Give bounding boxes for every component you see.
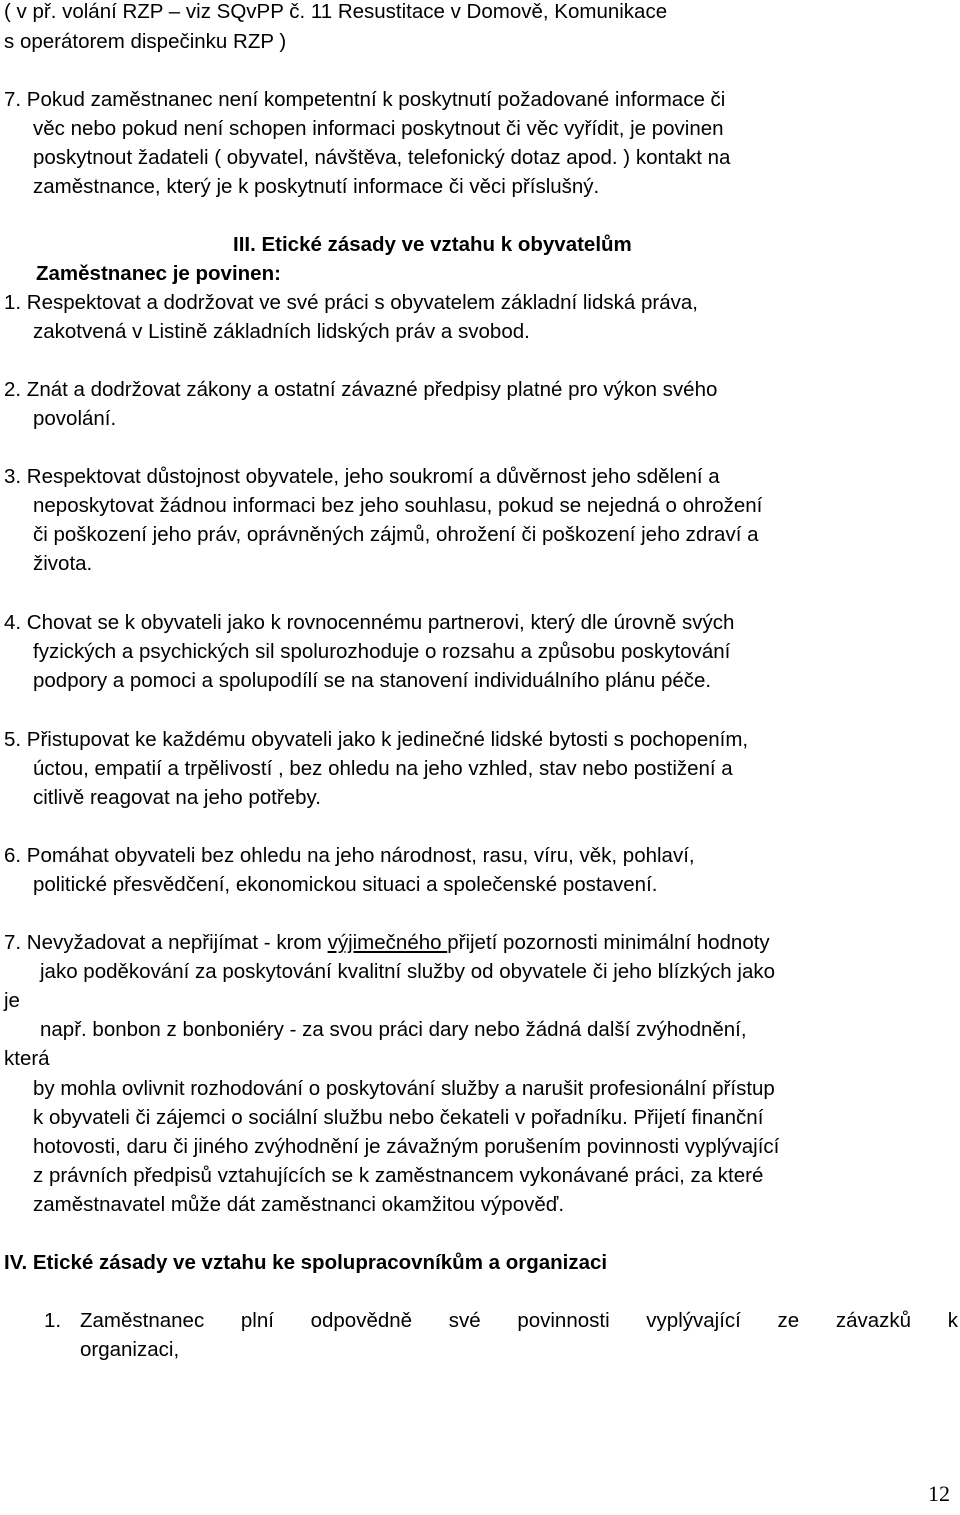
s3-item7-text-a: 7. Nevyžadovat a nepřijímat - krom: [4, 931, 328, 954]
section-3-heading: III. Etické zásady ve vztahu k obyvatelům: [233, 233, 632, 256]
s3-item3-line-1: 3. Respektovat důstojnost obyvatele, jeho soukromí a důvěrnost jeho sdělení a: [4, 465, 720, 488]
intro-line-2: s operátorem dispečinku RZP ): [4, 30, 287, 53]
s4-item1-line-1: Zaměstnanec plní odpovědně své povinnosti vyplývající ze závazků k: [80, 1309, 958, 1332]
s3-item7-line-5: která: [4, 1047, 50, 1070]
intro-line-1: ( v př. volání RZP – viz SQvPP č. 11 Resustitace v Domově, Komunikace: [4, 0, 668, 23]
s3-item3-line-3: či poškození jeho práv, oprávněných zájmů, ohrožení či poškození jeho zdraví a: [33, 523, 759, 546]
s3-item7-line-3: je: [4, 989, 20, 1012]
s3-item4-line-1: 4. Chovat se k obyvateli jako k rovnocennému partnerovi, který dle úrovně svých: [4, 611, 735, 634]
prev-item7-line-2: věc nebo pokud není schopen informaci poskytnout či věc vyřídit, je povinen: [33, 117, 724, 140]
s3-item4-line-3: podpory a pomoci a spolupodílí se na stanovení individuálního plánu péče.: [33, 669, 712, 692]
s3-item5-line-1: 5. Přistupovat ke každému obyvateli jako k jedinečné lidské bytosti s pochopením,: [4, 728, 749, 751]
s3-item3-line-2: neposkytovat žádnou informaci bez jeho souhlasu, pokud se nejedná o ohrožení: [33, 494, 763, 517]
s3-item7-line-10: zaměstnavatel může dát zaměstnanci okamžitou výpověď.: [33, 1193, 565, 1216]
s3-item6-line-1: 6. Pomáhat obyvateli bez ohledu na jeho národnost, rasu, víru, věk, pohlaví,: [4, 844, 695, 867]
prev-item7-line-1: 7. Pokud zaměstnanec není kompetentní k poskytnutí požadované informace či: [4, 88, 726, 111]
s3-item7-text-b: přijetí pozornosti minimální hodnoty: [447, 931, 770, 954]
section-3-subheading: Zaměstnanec je povinen:: [36, 262, 281, 285]
s3-item4-line-2: fyzických a psychických sil spolurozhoduje o rozsahu a způsobu poskytování: [33, 640, 731, 663]
s3-item2-line-1: 2. Znát a dodržovat zákony a ostatní závazné předpisy platné pro výkon svého: [4, 378, 718, 401]
page-number: 12: [928, 1481, 950, 1506]
s3-item7-line-6: by mohla ovlivnit rozhodování o poskytování služby a narušit profesionální přístup: [33, 1077, 775, 1100]
s3-item7-line-2: jako poděkování za poskytování kvalitní služby od obyvatele či jeho blízkých jako: [40, 960, 775, 983]
s3-item7-underlined: výjimečného: [327, 931, 448, 954]
s3-item7-line-8: hotovosti, daru či jiného zvýhodnění je závažným porušením povinnosti vyplývající: [33, 1135, 780, 1158]
s4-item1-line-2: organizaci,: [80, 1338, 180, 1361]
s3-item7-line-9: z právních předpisů vztahujících se k zaměstnancem vykonávané práci, za které: [33, 1164, 764, 1187]
s3-item3-line-4: života.: [33, 552, 93, 575]
s3-item5-line-3: citlivě reagovat na jeho potřeby.: [33, 786, 321, 809]
s3-item5-line-2: úctou, empatií a trpělivostí , bez ohledu na jeho vzhled, stav nebo postižení a: [33, 757, 733, 780]
s3-item7-line-7: k obyvateli či zájemci o sociální službu nebo čekateli v pořadníku. Přijetí finanční: [33, 1106, 764, 1129]
s3-item1-line-1: 1. Respektovat a dodržovat ve své práci s obyvatelem základní lidská práva,: [4, 291, 698, 314]
prev-item7-line-4: zaměstnance, který je k poskytnutí informace či věci příslušný.: [33, 175, 600, 198]
prev-item7-line-3: poskytnout žadateli ( obyvatel, návštěva, telefonický dotaz apod. ) kontakt na: [33, 146, 731, 169]
s3-item7-line-4: např. bonbon z bonboniéry - za svou práci dary nebo žádná další zvýhodnění,: [40, 1018, 747, 1041]
section-4-heading: IV. Etické zásady ve vztahu ke spolupracovníkům a organizaci: [4, 1251, 608, 1274]
s3-item7-line-1: [4, 931, 770, 955]
s3-item2-line-2: povolání.: [33, 407, 117, 430]
s3-item6-line-2: politické přesvědčení, ekonomickou situaci a společenské postavení.: [33, 873, 658, 896]
s4-item1-number: 1.: [44, 1309, 62, 1332]
s3-item1-line-2: zakotvená v Listině základních lidských práv a svobod.: [33, 320, 530, 343]
